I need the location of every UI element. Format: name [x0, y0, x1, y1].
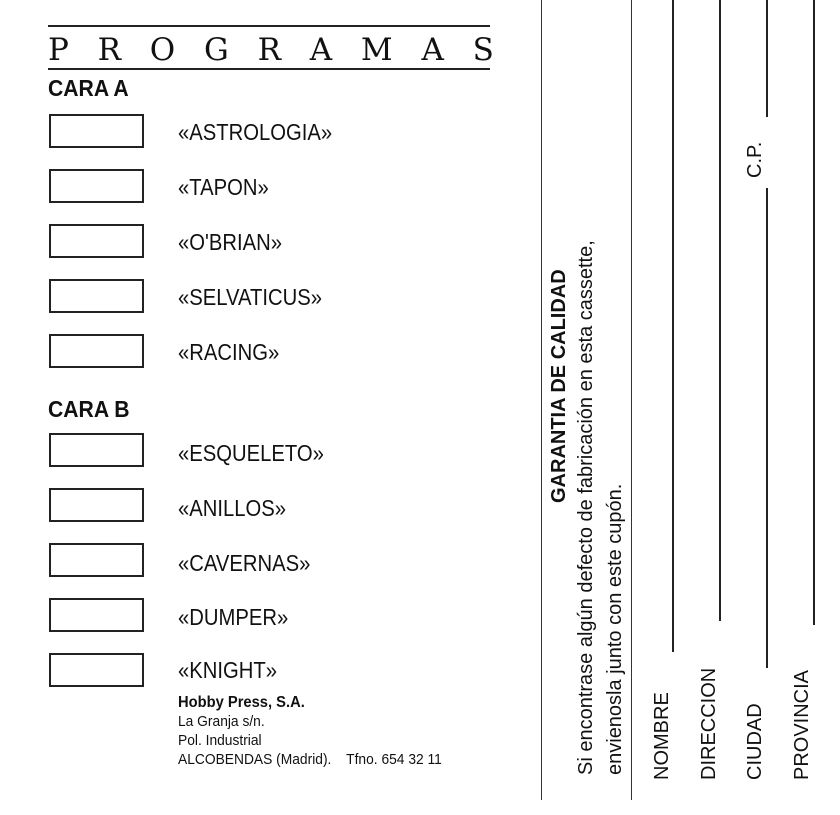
- publisher-name: Hobby Press, S.A.: [178, 694, 305, 711]
- program-name-esqueleto: «ESQUELETO»: [178, 440, 324, 466]
- guarantee-text-line2: envienosla junto con este cupón.: [604, 483, 626, 775]
- field-label-ciudad: CIUDAD: [744, 703, 766, 780]
- program-checkbox-dumper[interactable]: [49, 598, 144, 632]
- field-line-cp[interactable]: [766, 0, 768, 117]
- program-checkbox-tapon[interactable]: [49, 169, 144, 203]
- title-letter: R: [97, 32, 121, 68]
- publisher-street: La Granja s/n.: [178, 713, 265, 730]
- title-letter: A: [309, 32, 333, 68]
- side-b-heading: CARA B: [48, 396, 130, 422]
- program-name-cavernas: «CAVERNAS»: [178, 550, 311, 576]
- program-name-knight: «KNIGHT»: [178, 657, 277, 683]
- guarantee-text-line1: Si encontrase algún defecto de fabricación en esta cassette,: [575, 240, 597, 775]
- publisher-city-line: [178, 750, 442, 769]
- coupon-left-border: [541, 0, 542, 800]
- program-checkbox-cavernas[interactable]: [49, 543, 144, 577]
- guarantee-title: GARANTIA DE CALIDAD: [548, 269, 570, 503]
- title-letter: A: [421, 32, 444, 68]
- program-name-selvaticus: «SELVATICUS»: [178, 284, 322, 310]
- program-checkbox-racing[interactable]: [49, 334, 144, 368]
- program-name-astrologia: «ASTROLOGIA»: [178, 119, 333, 145]
- publisher-city: ALCOBENDAS (Madrid).: [178, 751, 332, 768]
- title-letter: O: [149, 32, 176, 68]
- program-checkbox-astrologia[interactable]: [49, 114, 144, 148]
- title-letter: M: [360, 32, 393, 68]
- field-line-ciudad[interactable]: [766, 188, 768, 668]
- title-rule-top: [48, 25, 490, 27]
- field-label-nombre: NOMBRE: [651, 692, 673, 780]
- page-title: [48, 30, 494, 70]
- program-name-anillos: «ANILLOS»: [178, 495, 287, 521]
- title-letter: S: [472, 32, 494, 68]
- field-label-cp: C.P.: [744, 141, 766, 178]
- side-a-heading: CARA A: [48, 75, 129, 101]
- program-name-dumper: «DUMPER»: [178, 604, 289, 630]
- program-checkbox-obrian[interactable]: [49, 224, 144, 258]
- title-letter: P: [48, 32, 69, 68]
- field-label-provincia: PROVINCIA: [791, 669, 813, 780]
- program-checkbox-anillos[interactable]: [49, 488, 144, 522]
- title-rule-bottom: [48, 68, 490, 70]
- program-checkbox-knight[interactable]: [49, 653, 144, 687]
- coupon-divider: [631, 0, 632, 800]
- program-name-tapon: «TAPON»: [178, 174, 269, 200]
- publisher-phone: Tfno. 654 32 11: [346, 751, 442, 768]
- publisher-address: [178, 693, 442, 769]
- field-line-provincia[interactable]: [813, 0, 815, 625]
- field-label-direccion: DIRECCION: [698, 667, 720, 780]
- program-checkbox-esqueleto[interactable]: [49, 433, 144, 467]
- publisher-area: Pol. Industrial: [178, 732, 262, 749]
- program-checkbox-selvaticus[interactable]: [49, 279, 144, 313]
- title-letter: R: [257, 32, 281, 68]
- title-letter: G: [204, 32, 229, 68]
- program-name-obrian: «O'BRIAN»: [178, 229, 282, 255]
- field-line-nombre[interactable]: [672, 0, 674, 652]
- program-name-racing: «RACING»: [178, 339, 280, 365]
- field-line-direccion[interactable]: [719, 0, 721, 621]
